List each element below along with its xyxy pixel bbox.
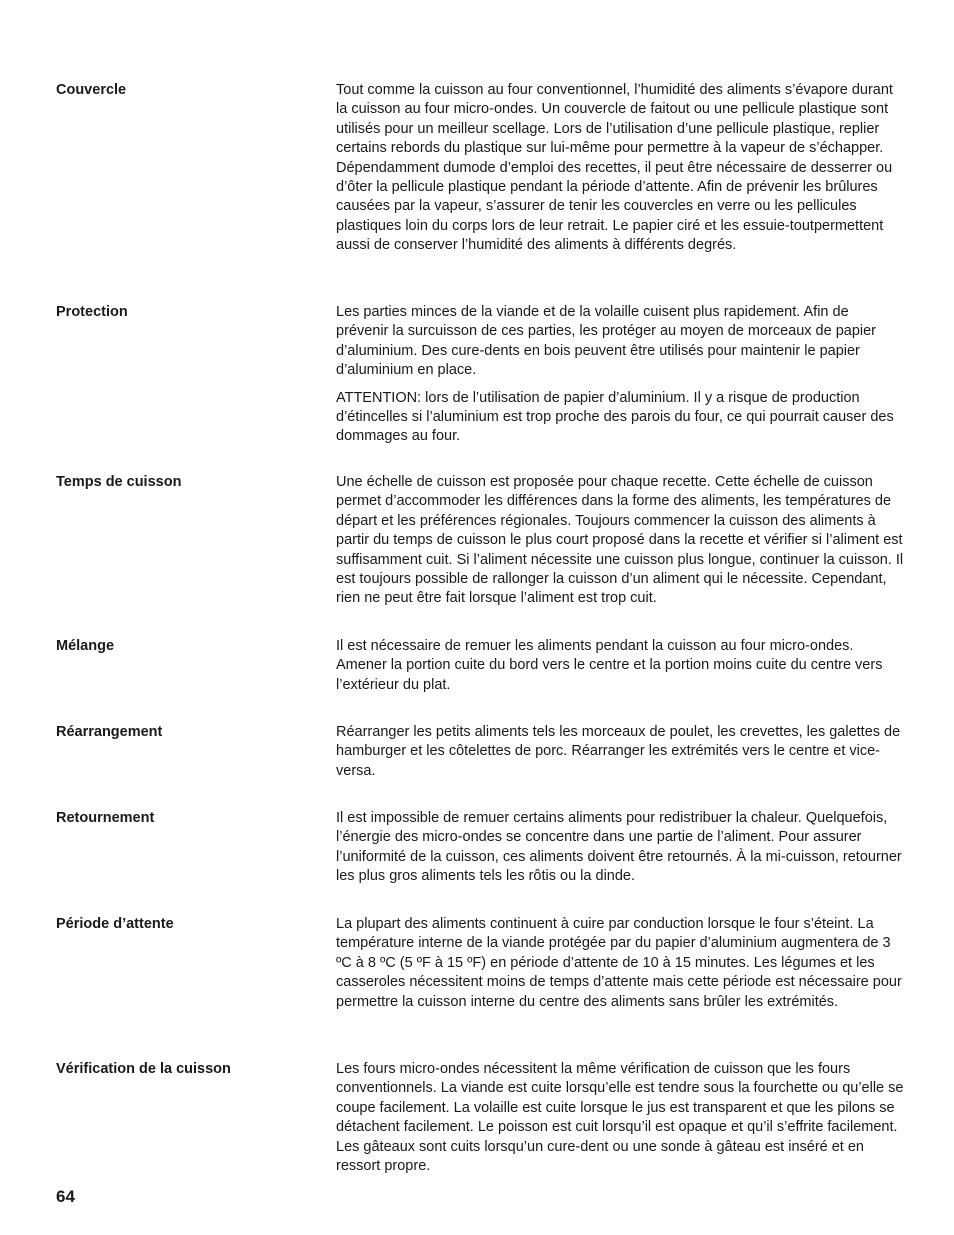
section-term: Protection: [56, 304, 128, 320]
section-text: Les fours micro-ondes nécessitent la même vérification de cuisson que les fours conventionnels. La viande est cuite lorsqu’elle est tendre sous la fourchette ou qu’elle se coupe facilement. La volaille est cuite lorsque le jus est transparent et que les pilons se détachent facilement. Le poisson est cuit lorsqu’il est opaque et qu’il s’effrite facilement. Les gâteaux sont cuits lorsqu’un cure-dent ou une sonde à gâteau est inséré et en ressort propre.: [336, 1061, 904, 1175]
section-description: [336, 81, 904, 264]
section-description: [336, 473, 904, 617]
section-text: La plupart des aliments continuent à cuire par conduction lorsque le four s’éteint. La température interne de la viande protégée par du papier d’aluminium augmentera de 3 ºC à 8 ºC (5 ºF à 15 ºF) en période d’attente de 10 à 15 minutes. Les légumes et les casseroles nécessitent moins de temps d’attente mais cette période est nécessaire pour permettre la cuisson interne du centre des aliments sans brûler les extrémités.: [336, 916, 902, 1010]
section-description: [336, 1060, 904, 1184]
attention-note: [336, 389, 904, 447]
section-text: Il est nécessaire de remuer les aliments pendant la cuisson au four micro-ondes. Amener la portion cuite du bord vers le centre et la portion moins cuite du centre vers l’extérieur du plat.: [336, 638, 883, 693]
section-description: [336, 637, 904, 703]
section-term: Réarrangement: [56, 724, 163, 740]
section-description: [336, 915, 904, 1020]
section-text: Une échelle de cuisson est proposée pour chaque recette. Cette échelle de cuisson permet d’accommoder les différences dans la forme des aliments, les températures de départ et les préférences régionales. Toujours commencer la cuisson des aliments à partir du temps de cuisson le plus court proposé dans la recette et vérifier si l’aliment est suffisamment cuit. Si l’aliment nécessite une cuisson plus longue, continuer la cuisson. Il est toujours possible de rallonger la cuisson d’un aliment qui le nécessite. Cependant, rien ne peut être fait lorsque l’aliment est trop cuit.: [336, 474, 904, 607]
section-text: Les parties minces de la viande et de la volaille cuisent plus rapidement. Afin de prévenir la surcuisson de ces parties, les protéger au moyen de morceaux de papier d’aluminium. Des cure-dents en bois peuvent être utilisés pour maintenir le papier d’aluminium en place.: [336, 304, 877, 379]
section-term: Vérification de la cuisson: [56, 1061, 231, 1077]
section-term: Période d’attente: [56, 916, 174, 932]
section-term: Temps de cuisson: [56, 474, 182, 490]
section-text: Il est impossible de remuer certains aliments pour redistribuer la chaleur. Quelquefois, l’énergie des micro-ondes se concentre dans une partie de l’aliment. Pour assurer l’uniformité de la cuisson, ces aliments doivent être retournés. À la mi-cuisson, retourner les plus gros aliments tels les rôtis ou la dinde.: [336, 810, 902, 885]
section-term: Mélange: [56, 638, 115, 654]
section-description: [336, 809, 904, 895]
section-term: Retournement: [56, 810, 155, 826]
attention-text: lors de l’utilisation de papier d’aluminium. Il y a risque de production d’étincelles si l’aluminium est trop proche des parois du four, ce qui pourrait causer des dommages au four.: [336, 389, 894, 445]
page-number: 64: [56, 1187, 75, 1206]
attention-label: ATTENTION:: [336, 389, 422, 406]
section-text: Réarranger les petits aliments tels les morceaux de poulet, les crevettes, les galettes de hamburger et les côtelettes de porc. Réarranger les extrémités vers le centre et vice-versa.: [336, 724, 901, 779]
section-description: [336, 303, 904, 455]
section-term: Couvercle: [56, 82, 127, 98]
section-text: Tout comme la cuisson au four conventionnel, l’humidité des aliments s’évapore durant la cuisson au four micro-ondes. Un couvercle de faitout ou une pellicule plastique sont utilisés pour un meilleur scellage. Lors de l’utilisation d’une pellicule plastique, replier certains rebords du plastique sur lui-même pour permettre à la vapeur de s’échapper. Dépendamment dumode d’emploi des recettes, il peut être nécessaire de desserrer ou d’ôter la pellicule plastique pendant la période d’attente. Afin de prévenir les brûlures causées par la vapeur, s’assurer de tenir les couvercles en verre ou les pellicules plastiques loin du corps lors de leur retrait. Le papier ciré et les essuie-toutpermettent aussi de conserver l’humidité des aliments à différents degrés.: [336, 82, 893, 254]
section-description: [336, 723, 904, 789]
